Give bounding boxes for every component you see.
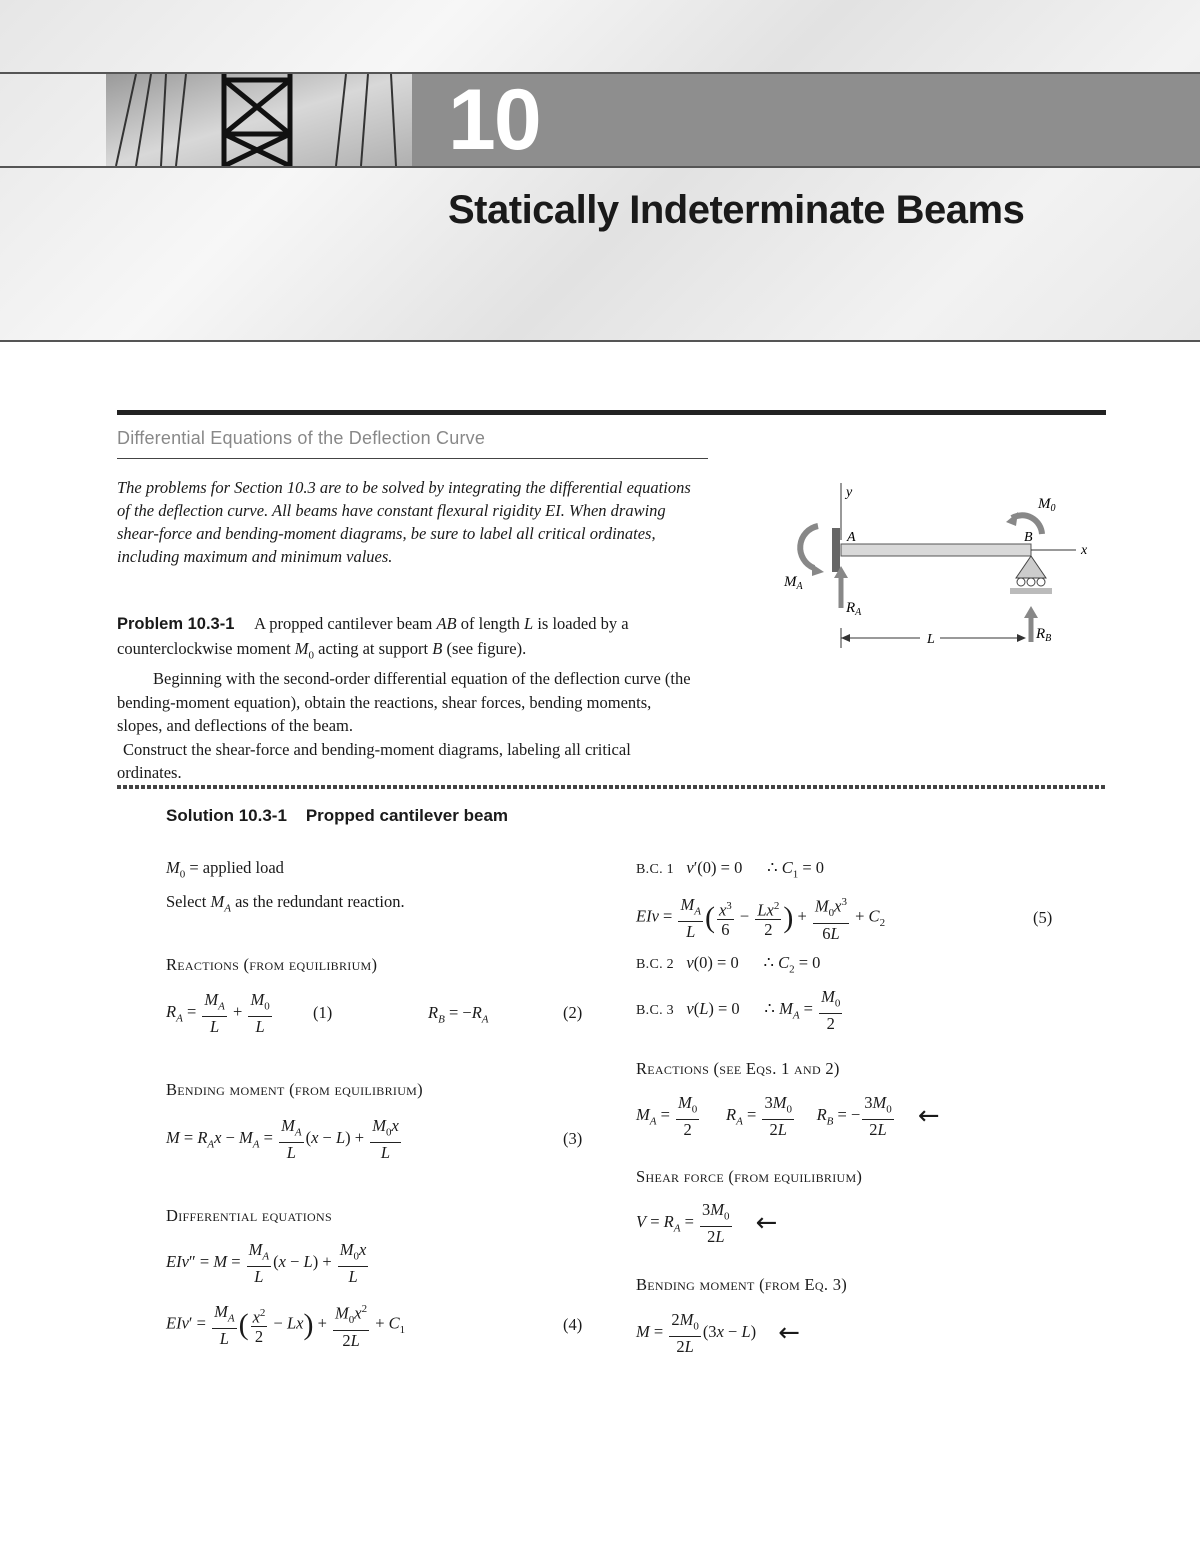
point-b-label: B <box>1024 530 1033 545</box>
problem-separator <box>117 785 1106 789</box>
header-rule-top <box>0 72 1200 74</box>
problem-label: Problem 10.3-1 <box>117 615 235 633</box>
header-rule-middle <box>0 166 1200 168</box>
redundant-line: Select $M_A$ as the redundant reaction. <box>166 892 405 915</box>
reactions-summary-heading: Reactions (see Eqs. 1 and 2) <box>636 1059 840 1078</box>
equation-number-5: (5) <box>1033 908 1053 927</box>
section-heading-rule <box>117 458 708 459</box>
beam-figure <box>770 478 1100 653</box>
boundary-condition-3: B.C. 3 v(L) = 0 ∴ $M_A$ = $\frac{M_0}{2}$ <box>636 987 841 1034</box>
result-arrow-icon: ← <box>755 1208 778 1239</box>
reactions-results: $M_A$ = $\frac{M_0}{2}$ $R_A$ = $\frac{3M_0}{2L}$ $R_B$ = − $\frac{3M_0}{2L}$ ← <box>636 1093 940 1140</box>
m0-label: $M_0$ <box>1038 496 1056 514</box>
equation-2: $R_B = -R_A$ <box>428 1003 489 1026</box>
x-axis-label: x <box>1081 543 1088 558</box>
bridge-photo <box>106 74 412 166</box>
header-rule-bottom <box>0 340 1200 342</box>
boundary-condition-2: B.C. 2 v(0) = 0 ∴ $C_2 = 0$ <box>636 953 821 976</box>
equation-4: EIv′ = $\frac{M_A}{L}$ ( $\frac{x^2}{2}$ − Lx) + $\frac{M_0x^2}{2L}$ + $C_1$ <box>166 1301 406 1350</box>
chapter-title: Statically Indeterminate Beams <box>448 188 1025 232</box>
problem-statement: Problem 10.3-1 A propped cantilever beam AB of length L is loaded by a counterclockwise moment $M_0$ acting at support B (see figure). Beginning with the second-order differential equation of the deflection curve (the bending-moment equation), obtain the reactions, shear forces, bending moments, slopes, and deflections of the beam. Construct the shear-force and bending-moment diagrams, labeling all critical ordinates. <box>117 612 697 785</box>
equation-3: $M = R_Ax - M_A$ = $\frac{M_A}{L}$ (x − L) + $\frac{M_0x}{L}$ <box>166 1116 399 1163</box>
problem-paragraph-3: Construct the shear-force and bending-moment diagrams, labeling all critical ordinates. <box>117 739 631 783</box>
point-a-label: A <box>847 530 856 545</box>
section-heading: Differential Equations of the Deflection Curve <box>117 428 486 448</box>
problem-paragraph-2: Beginning with the second-order differential equation of the deflection curve (the bending-moment equation), obtain the reactions, shear forces, bending moments, slopes, and deflections of the beam. <box>117 669 691 736</box>
fixed-support <box>832 528 840 572</box>
equation-number-2: (2) <box>563 1003 583 1022</box>
equation-number-3: (3) <box>563 1129 583 1148</box>
length-label: L <box>927 632 935 647</box>
shear-force-result: $V = R_A$ = $\frac{3M_0}{2L}$ ← <box>636 1200 778 1247</box>
equation-eiv-double-prime: EIv″ = M = $\frac{M_A}{L}$ (x − L) + $\frac{M_0x}{L}$ <box>166 1240 367 1287</box>
equation-number-1: (1) <box>313 1003 333 1022</box>
equation-number-4: (4) <box>563 1315 583 1334</box>
ma-label: $M_A$ <box>784 574 803 592</box>
bending-moment-heading: Bending moment (from equilibrium) <box>166 1080 423 1099</box>
applied-load-line: $M_0$ = applied load <box>166 858 284 881</box>
equation-5: EIv = $\frac{M_A}{L}$ ( $\frac{x^3}{6}$ − $\frac{Lx^2}{2}$ ) + $\frac{M_0x^3}{6L}$ + $C_2$ <box>636 894 886 943</box>
reactions-heading: Reactions (from equilibrium) <box>166 955 378 974</box>
result-arrow-icon: ← <box>917 1101 940 1132</box>
rb-label: $R_B$ <box>1036 626 1052 644</box>
bending-moment-result: M = $\frac{2M_0}{2L}$ (3x − L) ← <box>636 1310 800 1357</box>
differential-equations-heading: Differential equations <box>166 1206 332 1225</box>
ra-label: $R_A$ <box>846 600 862 618</box>
ma-moment-arrow <box>800 526 818 568</box>
beam <box>841 544 1031 556</box>
result-arrow-icon: ← <box>778 1318 800 1349</box>
shear-force-heading: Shear force (from equilibrium) <box>636 1167 863 1186</box>
bending-moment-summary-heading: Bending moment (from Eq. 3) <box>636 1275 848 1294</box>
section-intro: The problems for Section 10.3 are to be solved by integrating the differential equations of the deflection curve. All beams have constant flexural rigidity EI. When drawing shear-force and bending-moment diagrams, be sure to label all critical ordinates, including maximum and minimum values. <box>117 478 691 566</box>
boundary-condition-1: B.C. 1 v′(0) = 0 ∴ $C_1 = 0$ <box>636 858 825 881</box>
y-axis-label: y <box>846 485 853 500</box>
roller-support <box>1016 556 1046 578</box>
solution-heading: Solution 10.3-1 Propped cantilever beam <box>166 806 509 825</box>
equation-1: $R_A$ = $\frac{M_A}{L}$ + $\frac{M_0}{L}$ <box>166 990 270 1037</box>
header-background <box>0 0 1200 342</box>
section-rule <box>117 410 1106 415</box>
chapter-number: 10 <box>448 72 540 168</box>
